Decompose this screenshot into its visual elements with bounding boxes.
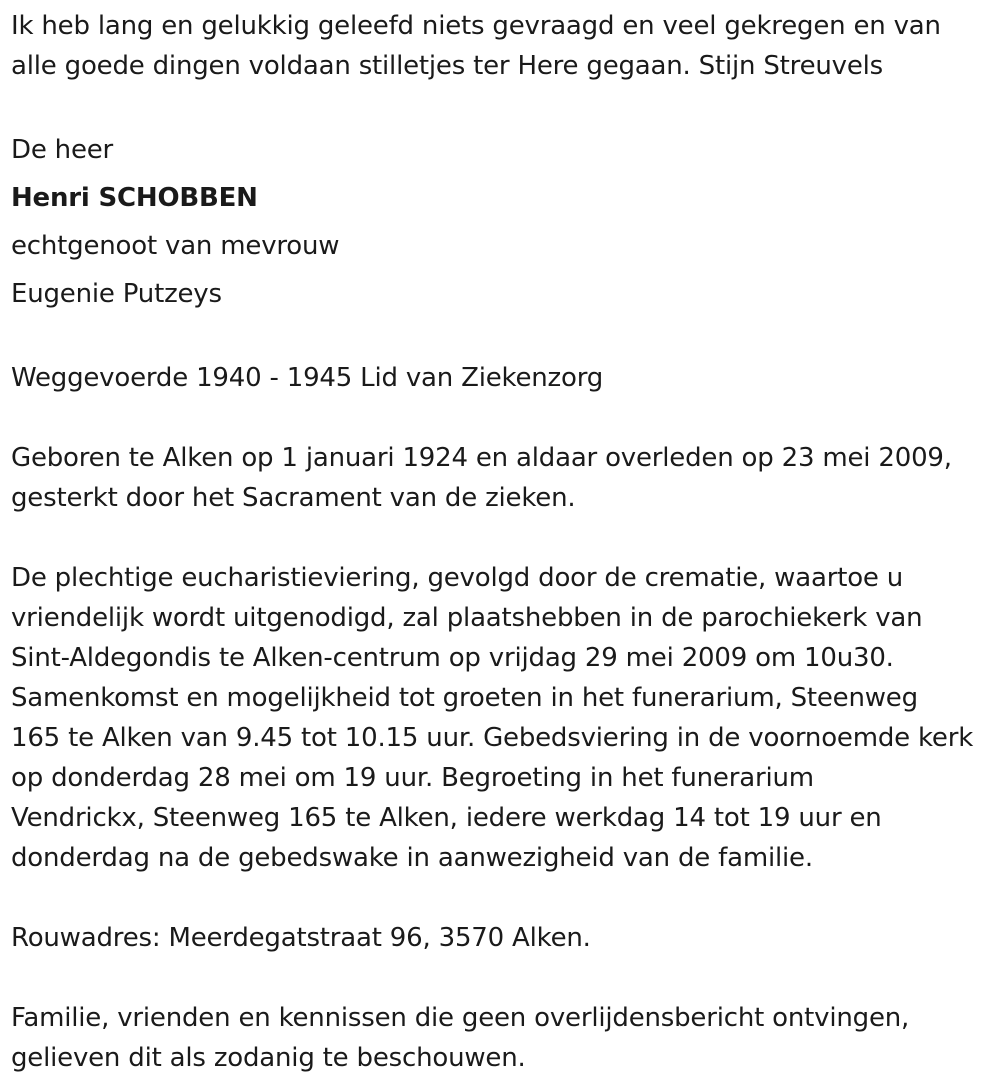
ceremony-paragraph — [11, 558, 988, 878]
deceased-title: De heer — [11, 135, 114, 165]
quote-line: Ik heb lang en gelukkig geleefd niets gevraagd en veel gekregen en van — [11, 11, 941, 41]
memberships-line: Weggevoerde 1940 - 1945 Lid van Ziekenzorg — [11, 363, 604, 393]
ceremony-line: Sint-Aldegondis te Alken-centrum op vrijdag 29 mei 2009 om 10u30. — [11, 643, 894, 673]
birth-death-line: gesterkt door het Sacrament van de zieken. — [11, 483, 576, 513]
deceased-block — [11, 126, 988, 318]
closing-line: Familie, vrienden en kennissen die geen overlijdensbericht ontvingen, — [11, 1003, 910, 1033]
ceremony-line: De plechtige eucharistieviering, gevolgd door de crematie, waartoe u — [11, 563, 904, 593]
birth-death-line: Geboren te Alken op 1 januari 1924 en aldaar overleden op 23 mei 2009, — [11, 443, 952, 473]
quote-line: alle goede dingen voldaan stilletjes ter Here gegaan. Stijn Streuvels — [11, 51, 884, 81]
ceremony-line: op donderdag 28 mei om 19 uur. Begroeting in het funerarium — [11, 763, 814, 793]
spouse-label: echtgenoot van mevrouw — [11, 231, 340, 261]
ceremony-line: vriendelijk wordt uitgenodigd, zal plaatshebben in de parochiekerk van — [11, 603, 923, 633]
ceremony-line: donderdag na de gebedswake in aanwezigheid van de familie. — [11, 843, 813, 873]
address-paragraph — [11, 918, 988, 958]
spouse-name: Eugenie Putzeys — [11, 279, 222, 309]
deceased-name: Henri SCHOBBEN — [11, 183, 258, 213]
ceremony-line: Vendrickx, Steenweg 165 te Alken, iedere werkdag 14 tot 19 uur en — [11, 803, 882, 833]
quote-paragraph — [11, 6, 988, 86]
ceremony-line: Samenkomst en mogelijkheid tot groeten in het funerarium, Steenweg — [11, 683, 918, 713]
address-line: Rouwadres: Meerdegatstraat 96, 3570 Alken. — [11, 923, 591, 953]
closing-paragraph — [11, 998, 988, 1078]
birth-death-paragraph — [11, 438, 988, 518]
closing-line: gelieven dit als zodanig te beschouwen. — [11, 1043, 526, 1073]
memberships-paragraph — [11, 358, 988, 398]
ceremony-line: 165 te Alken van 9.45 tot 10.15 uur. Gebedsviering in de voornoemde kerk — [11, 723, 974, 753]
